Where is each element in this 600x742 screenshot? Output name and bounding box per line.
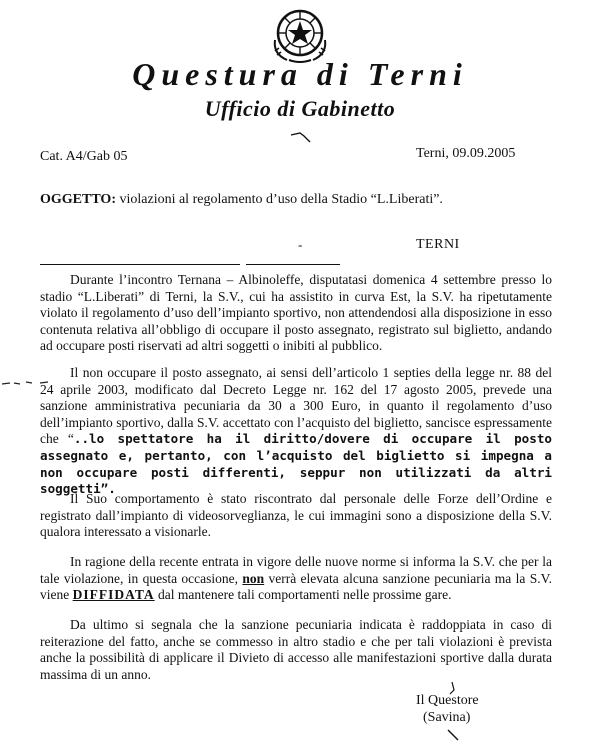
emphasis-diffidata: DIFFIDATA (72, 587, 155, 603)
subject-line (40, 192, 443, 208)
place-and-date: Terni, 09.09.2005 (416, 146, 516, 161)
recipient-city: TERNI (416, 237, 460, 252)
body-paragraph-2 (40, 365, 552, 498)
paragraph-2-text: Il non occupare il posto assegnato, ai sensi dell’articolo 1 septies della legge nr. 88 del 24 aprile 2003, modificato dal Decreto Legge nr. 162 del 17 agosto 2005, prevede una sanzione amministrativa pecuniaria da 30 a 300 Euro, in quanto il regolamento d’uso dell’impianto sportivo, dalla S.V. accettato con l’acquisto del biglietto, sancisce espressamente che “ (40, 365, 552, 447)
recipient-rule-line (246, 264, 340, 265)
signatory-name: (Savina) (423, 710, 471, 725)
emphasis-non: non (242, 570, 265, 586)
handwritten-mark (290, 130, 312, 144)
body-paragraph-1: Durante l’incontro Ternana – Albinoleffe, disputatasi domenica 4 settembre presso lo stadio “L.Liberati” di Terni, la S.V., cui ha assistito in curva Est, la S.V. ha ripetutamente violato il regolamento d’uso dell’impianto sportivo, non attendendosi alla disposizione in esso contenuta relativa all’obbligo di occupare il posto assegnato, registrato sul biglietto, andando ad occupare posti riservati ad altri soggetti o inibiti al pubblico. (40, 272, 552, 354)
italian-republic-emblem-icon (269, 2, 331, 64)
protocol-number: Cat. A4/Gab 05 (40, 149, 128, 164)
department-title: Ufficio di Gabinetto (204, 96, 396, 121)
paragraph-4-text: In ragione della recente entrata in vigore delle nuove norme si informa la S.V. che per la tale violazione, in questa occasione, (40, 554, 552, 586)
paragraph-4-text: verrà elevata alcuna sanzione pecuniaria ma la S.V. viene (40, 570, 552, 603)
subject-label: OGGETTO: (40, 192, 116, 207)
regulation-quote: ..lo spettatore ha il diritto/dovere di occupare il posto assegnato e, pertanto, con l’acquisto del biglietto si impegna a non occupare posti differenti, seppur non utilizzati da altri soggetti”. (40, 431, 552, 497)
recipient-rule-line (40, 264, 240, 265)
signatory-title: Il Questore (416, 693, 479, 708)
office-title: Questura di Terni (132, 56, 468, 92)
body-paragraph-4 (40, 554, 552, 604)
body-paragraph-3: Il Suo comportamento è stato riscontrato dal personale delle Forze dell’Ordine e registrato dall’impianto di videosorveglianza, le cui immagini sono a disposizione della S.V. qualora interessato a visionarle. (40, 491, 552, 540)
subject-text: violazioni al regolamento d’uso della Stadio “L.Liberati”. (119, 192, 443, 207)
paragraph-4-text: dal mantenere tali comportamenti nelle prossime gare. (154, 587, 452, 603)
body-paragraph-5: Da ultimo si segnala che la sanzione pecuniaria indicata è raddoppiata in caso di reiterazione del fatto, anche se commesso in altro stadio e che per tali violazioni è prevista anche la possibilità di applicare il Divieto di accesso alle manifestazioni sportive dalla durata massima di un anno. (40, 617, 552, 682)
recipient-dash: - (298, 237, 303, 252)
